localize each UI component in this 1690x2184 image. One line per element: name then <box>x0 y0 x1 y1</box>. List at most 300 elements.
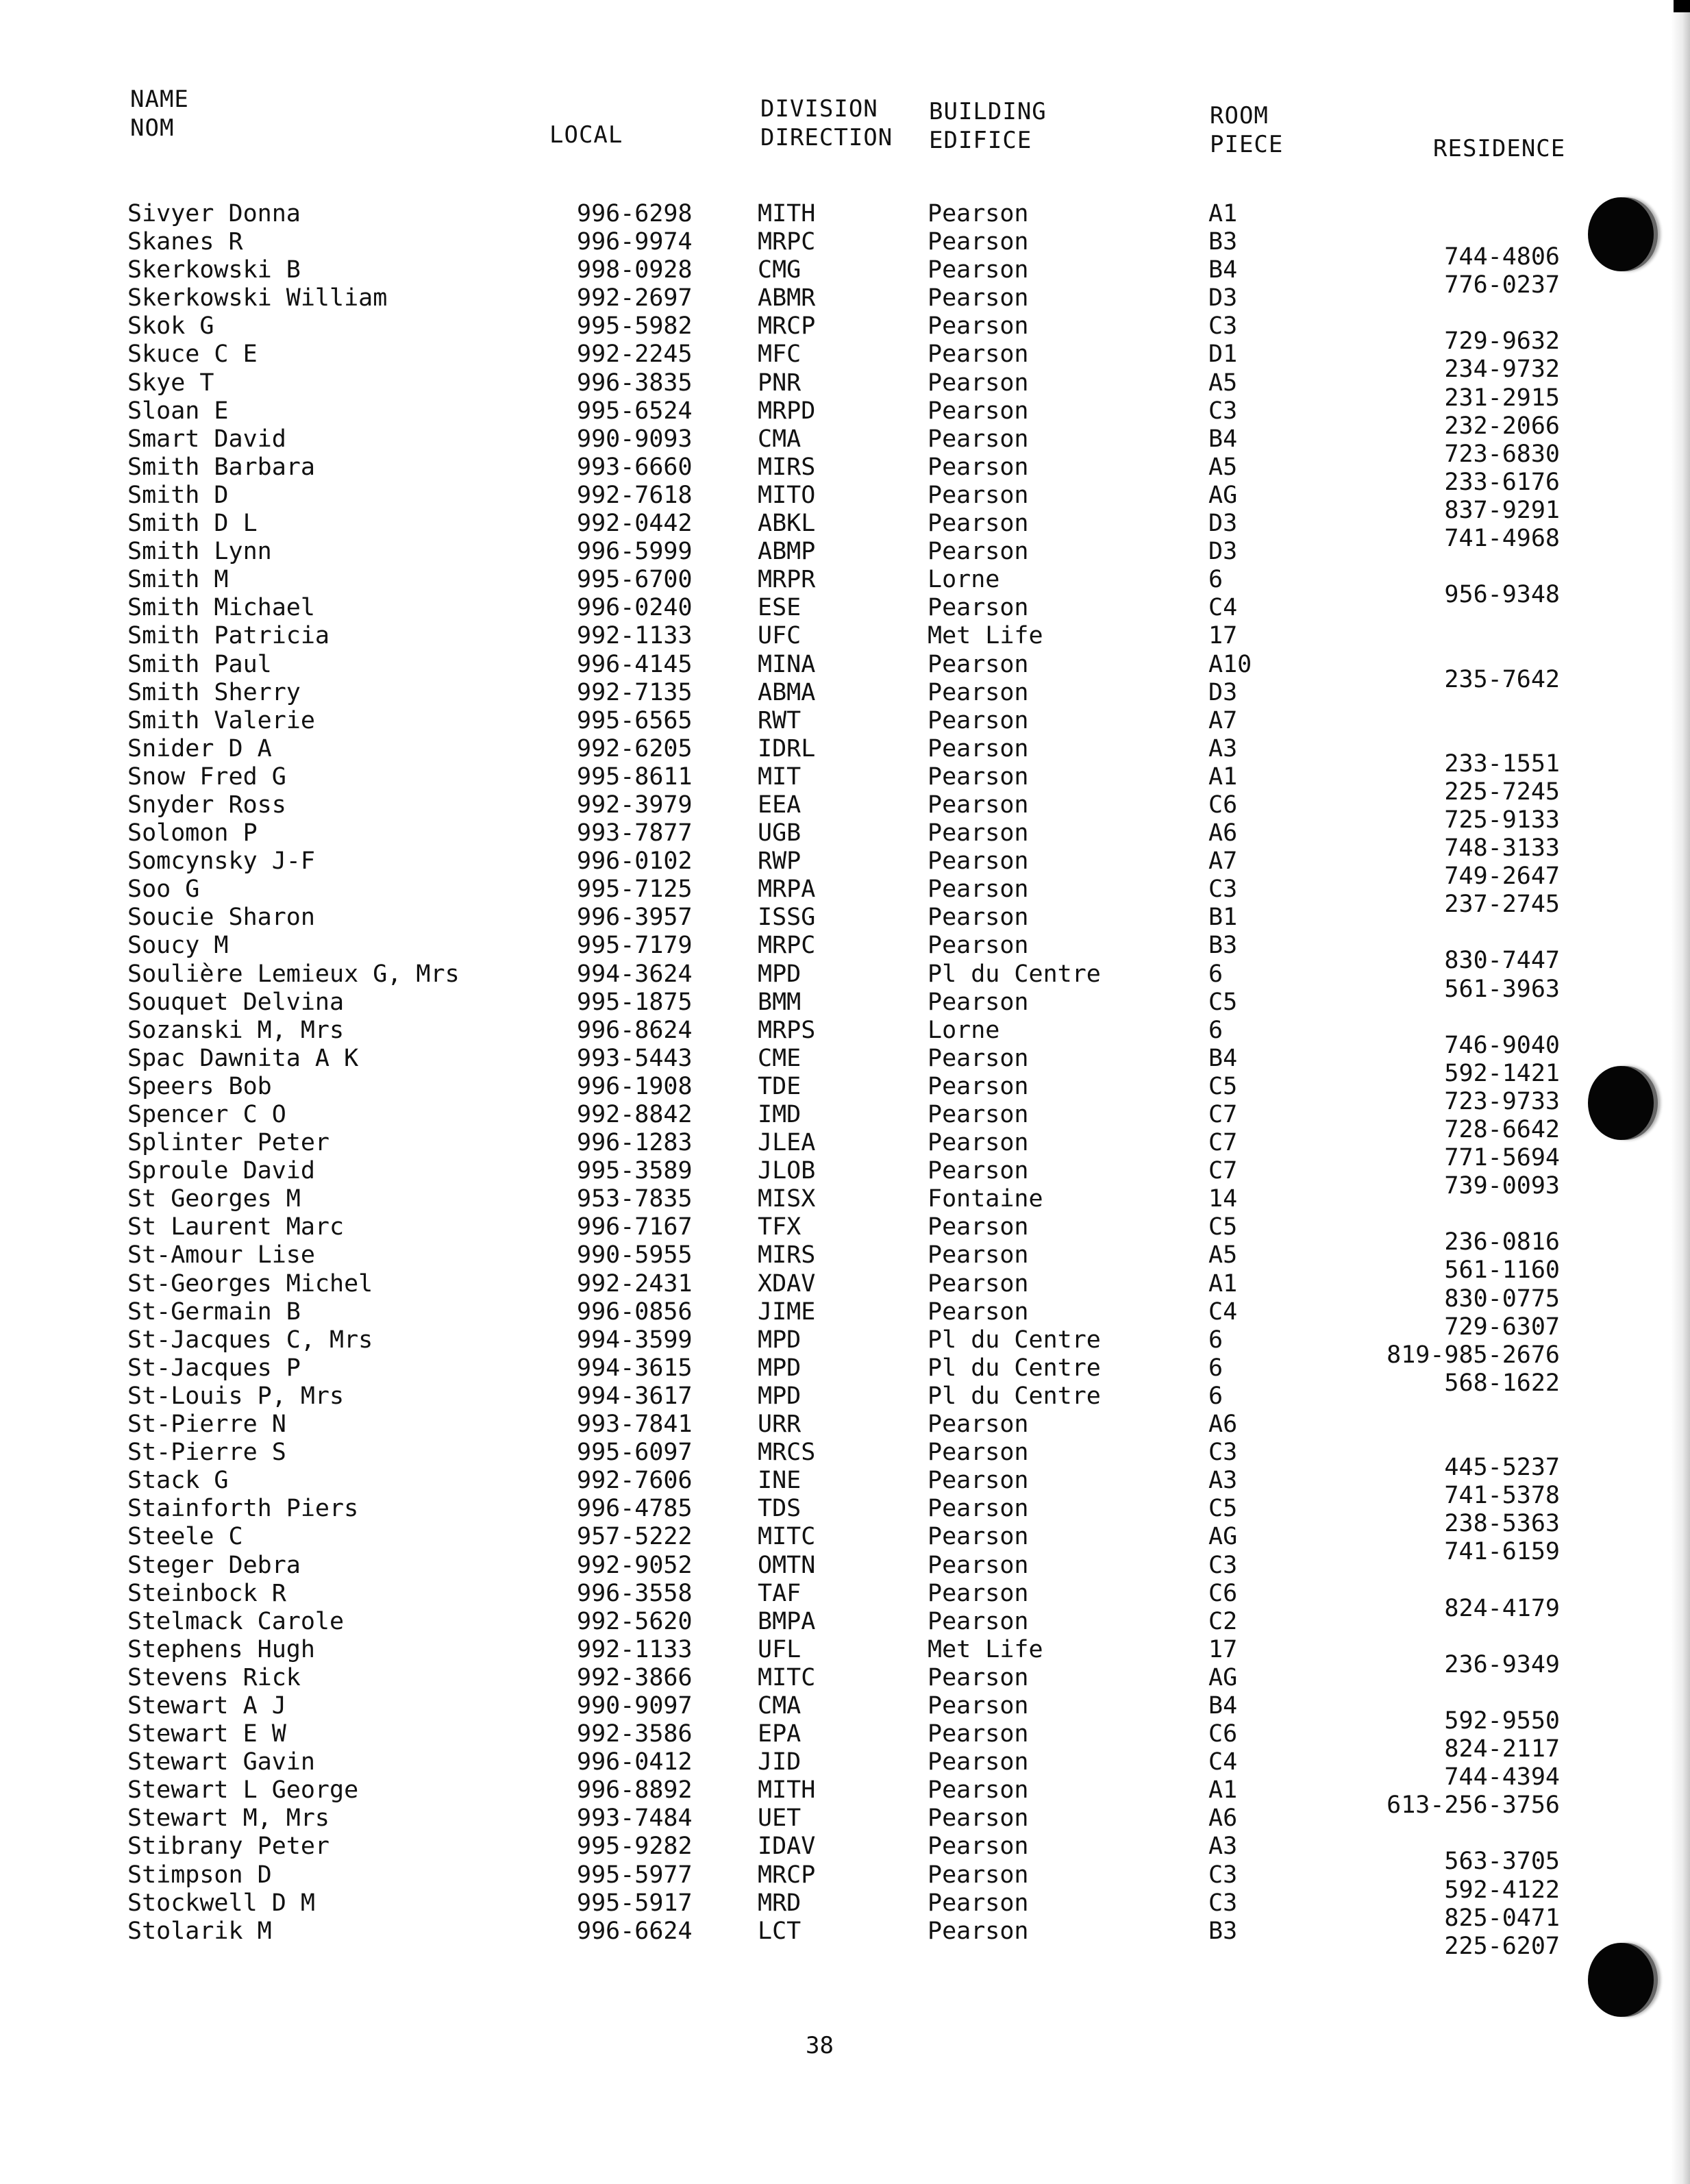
entry-building: Pearson <box>928 1101 1029 1128</box>
entry-room: C3 <box>1208 1551 1238 1579</box>
entry-division: MPD <box>758 1326 801 1354</box>
entry-building: Pearson <box>928 791 1029 819</box>
entry-local: 995-7179 <box>577 932 693 960</box>
table-row <box>0 594 1690 622</box>
entry-division: UFL <box>758 1635 801 1663</box>
entry-building: Pearson <box>928 932 1029 960</box>
entry-building: Pearson <box>928 312 1029 340</box>
header-name: NAME NOM <box>130 86 189 142</box>
entry-building: Pearson <box>928 1917 1029 1945</box>
entry-local: 993-7484 <box>577 1804 693 1833</box>
entry-building: Pearson <box>928 1213 1029 1241</box>
entry-local: 990-9093 <box>577 425 693 453</box>
entry-local: 996-7167 <box>577 1213 693 1241</box>
entry-building: Pearson <box>928 340 1029 369</box>
entry-room: B3 <box>1208 228 1238 256</box>
entry-residence: 749-2647 <box>1444 863 1560 891</box>
entry-room: D3 <box>1208 510 1238 538</box>
entry-building: Pearson <box>928 650 1029 678</box>
entry-name: Steele C <box>127 1523 243 1551</box>
entry-local: 998-0928 <box>577 256 693 284</box>
entry-local: 992-1133 <box>577 622 693 650</box>
entry-name: Souquet Delvina <box>127 988 345 1016</box>
entry-residence: 236-9349 <box>1444 1650 1560 1678</box>
entry-local: 995-5917 <box>577 1889 693 1917</box>
entry-local: 995-5977 <box>577 1861 693 1889</box>
entry-room: D3 <box>1208 284 1238 312</box>
entry-room: A1 <box>1208 762 1238 791</box>
entry-name: Steger Debra <box>127 1551 301 1579</box>
entry-division: PNR <box>758 369 801 397</box>
entry-local: 990-5955 <box>577 1241 693 1269</box>
entry-local: 996-1908 <box>577 1072 693 1100</box>
entry-room: C3 <box>1208 876 1238 904</box>
entry-local: 992-3586 <box>577 1720 693 1748</box>
entry-room: C4 <box>1208 594 1238 622</box>
entry-building: Pearson <box>928 228 1029 256</box>
entry-residence: 830-7447 <box>1444 947 1560 975</box>
entry-name: Stibrany Peter <box>127 1833 330 1861</box>
entry-room: C4 <box>1208 1748 1238 1776</box>
entry-building: Pearson <box>928 678 1029 706</box>
entry-residence: 723-6830 <box>1444 440 1560 468</box>
table-row <box>0 200 1690 228</box>
entry-name: Smith Michael <box>127 594 315 622</box>
entry-name: Soo G <box>127 876 200 904</box>
entry-local: 993-5443 <box>577 1044 693 1072</box>
entry-residence: 725-9133 <box>1444 806 1560 834</box>
directory-table <box>0 200 1690 1960</box>
entry-division: RWT <box>758 706 801 734</box>
header-local: LOCAL <box>549 121 623 149</box>
entry-division: MRPC <box>758 228 816 256</box>
entry-division: ISSG <box>758 904 816 932</box>
header-division: DIVISION DIRECTION <box>760 95 893 151</box>
entry-name: Stewart A J <box>127 1691 286 1720</box>
entry-residence: 236-0816 <box>1444 1228 1560 1256</box>
entry-residence: 744-4394 <box>1444 1763 1560 1791</box>
entry-room: A6 <box>1208 1804 1238 1833</box>
entry-division: MITO <box>758 481 816 509</box>
entry-division: UFC <box>758 622 801 650</box>
entry-name: Sloan E <box>127 397 229 425</box>
entry-division: TDE <box>758 1072 801 1100</box>
entry-building: Pearson <box>928 1495 1029 1523</box>
entry-room: A3 <box>1208 1833 1238 1861</box>
entry-division: MISX <box>758 1185 816 1213</box>
entry-local: 995-6700 <box>577 566 693 594</box>
entry-residence: 237-2745 <box>1444 891 1560 919</box>
entry-division: MRD <box>758 1889 801 1917</box>
entry-building: Pearson <box>928 1720 1029 1748</box>
entry-division: CMA <box>758 425 801 453</box>
entry-building: Lorne <box>928 566 1000 594</box>
entry-division: XDAV <box>758 1269 816 1298</box>
entry-room: A3 <box>1208 734 1238 762</box>
entry-name: St Georges M <box>127 1185 301 1213</box>
entry-name: Sproule David <box>127 1157 315 1185</box>
entry-local: 996-0240 <box>577 594 693 622</box>
entry-local: 992-8842 <box>577 1101 693 1128</box>
entry-residence: 830-0775 <box>1444 1285 1560 1313</box>
entry-residence: 741-6159 <box>1444 1538 1560 1566</box>
entry-division: LCT <box>758 1917 801 1945</box>
entry-residence: 445-5237 <box>1444 1454 1560 1482</box>
entry-local: 995-8611 <box>577 762 693 791</box>
entry-division: BMPA <box>758 1607 816 1635</box>
entry-division: MPD <box>758 1382 801 1410</box>
entry-local: 992-3979 <box>577 791 693 819</box>
entry-local: 996-4785 <box>577 1495 693 1523</box>
entry-local: 993-7841 <box>577 1411 693 1439</box>
entry-name: Smith Valerie <box>127 706 315 734</box>
entry-residence: 744-4806 <box>1444 243 1560 271</box>
entry-room: C3 <box>1208 1861 1238 1889</box>
entry-local: 994-3599 <box>577 1326 693 1354</box>
entry-name: Skerkowski B <box>127 256 301 284</box>
table-row <box>0 1917 1690 1960</box>
table-row <box>0 1608 1690 1636</box>
entry-name: Smith Barbara <box>127 453 315 481</box>
entry-name: Stewart L George <box>127 1776 359 1804</box>
entry-residence: 225-7245 <box>1444 778 1560 806</box>
entry-room: B4 <box>1208 1044 1238 1072</box>
entry-name: Stainforth Piers <box>127 1495 359 1523</box>
entry-name: Speers Bob <box>127 1072 272 1100</box>
entry-local: 996-1283 <box>577 1129 693 1157</box>
entry-room: D3 <box>1208 538 1238 566</box>
entry-name: St-Jacques P <box>127 1354 301 1382</box>
entry-division: TAF <box>758 1579 801 1607</box>
entry-name: St-Jacques C, Mrs <box>127 1326 373 1354</box>
entry-building: Pearson <box>928 1241 1029 1269</box>
entry-room: AG <box>1208 1523 1238 1551</box>
entry-name: Skerkowski William <box>127 284 388 312</box>
entry-name: St-Louis P, Mrs <box>127 1382 345 1410</box>
entry-residence: 824-2117 <box>1444 1735 1560 1763</box>
entry-division: URR <box>758 1411 801 1439</box>
entry-division: MPD <box>758 1354 801 1382</box>
entry-building: Pearson <box>928 594 1029 622</box>
entry-room: A5 <box>1208 369 1238 397</box>
page-number: 38 <box>806 2032 834 2059</box>
entry-name: Stack G <box>127 1467 229 1495</box>
entry-residence: 741-4968 <box>1444 525 1560 553</box>
entry-room: 17 <box>1208 1635 1238 1663</box>
table-row <box>0 904 1690 932</box>
table-row <box>0 538 1690 566</box>
entry-residence: 748-3133 <box>1444 834 1560 863</box>
entry-room: 6 <box>1208 1382 1223 1410</box>
entry-building: Pearson <box>928 1072 1029 1100</box>
table-row <box>0 1382 1690 1411</box>
entry-division: MFC <box>758 340 801 369</box>
entry-division: IDAV <box>758 1833 816 1861</box>
entry-room: A5 <box>1208 1241 1238 1269</box>
entry-building: Pearson <box>928 200 1029 227</box>
entry-local: 996-3558 <box>577 1579 693 1607</box>
entry-name: Sivyer Donna <box>127 200 301 227</box>
entry-name: Sozanski M, Mrs <box>127 1016 345 1044</box>
entry-name: Soulière Lemieux G, Mrs <box>127 960 460 988</box>
entry-local: 996-9974 <box>577 228 693 256</box>
entry-building: Pearson <box>928 1607 1029 1635</box>
entry-name: Spac Dawnita A K <box>127 1044 359 1072</box>
entry-name: Snyder Ross <box>127 791 286 819</box>
entry-local: 992-7618 <box>577 481 693 509</box>
entry-residence: 233-1551 <box>1444 749 1560 778</box>
entry-name: Stewart E W <box>127 1720 286 1748</box>
entry-room: 17 <box>1208 622 1238 650</box>
entry-room: C5 <box>1208 1072 1238 1100</box>
entry-building: Pearson <box>928 1439 1029 1467</box>
entry-building: Pearson <box>928 369 1029 397</box>
entry-building: Pl du Centre <box>928 1354 1101 1382</box>
entry-room: D3 <box>1208 678 1238 706</box>
entry-building: Pearson <box>928 1523 1029 1551</box>
entry-local: 995-5982 <box>577 312 693 340</box>
entry-room: C7 <box>1208 1129 1238 1157</box>
entry-building: Pearson <box>928 847 1029 876</box>
entry-division: JLOB <box>758 1157 816 1185</box>
entry-residence: 568-1622 <box>1444 1369 1560 1397</box>
entry-local: 993-6660 <box>577 453 693 481</box>
entry-building: Pearson <box>928 706 1029 734</box>
entry-room: B1 <box>1208 904 1238 932</box>
entry-name: Snider D A <box>127 734 272 762</box>
entry-room: C4 <box>1208 1298 1238 1326</box>
header-room: ROOM PIECE <box>1210 102 1284 158</box>
entry-division: RWP <box>758 847 801 876</box>
entry-room: C5 <box>1208 1495 1238 1523</box>
entry-room: C6 <box>1208 791 1238 819</box>
table-row <box>0 1552 1690 1580</box>
entry-name: Smith Lynn <box>127 538 272 566</box>
entry-division: BMM <box>758 988 801 1016</box>
entry-name: Solomon P <box>127 819 258 847</box>
entry-name: Skanes R <box>127 228 243 256</box>
entry-residence: 233-6176 <box>1444 468 1560 496</box>
entry-name: Smith Paul <box>127 650 272 678</box>
entry-name: Stelmack Carole <box>127 1607 345 1635</box>
entry-room: B4 <box>1208 256 1238 284</box>
entry-local: 992-5620 <box>577 1607 693 1635</box>
header-building: BUILDING EDIFICE <box>929 98 1047 154</box>
entry-residence: 956-9348 <box>1444 581 1560 609</box>
entry-building: Pl du Centre <box>928 960 1101 988</box>
entry-residence: 234-9732 <box>1444 356 1560 384</box>
entry-room: A3 <box>1208 1467 1238 1495</box>
entry-residence: 561-3963 <box>1444 975 1560 1003</box>
entry-division: ABMA <box>758 678 816 706</box>
entry-local: 996-3835 <box>577 369 693 397</box>
entry-building: Pearson <box>928 988 1029 1016</box>
entry-room: C6 <box>1208 1579 1238 1607</box>
entry-division: TFX <box>758 1213 801 1241</box>
entry-residence: 741-5378 <box>1444 1482 1560 1510</box>
entry-building: Pearson <box>928 819 1029 847</box>
entry-name: Stewart M, Mrs <box>127 1804 330 1833</box>
entry-room: 6 <box>1208 1326 1223 1354</box>
entry-local: 992-7135 <box>577 678 693 706</box>
entry-division: MRPA <box>758 876 816 904</box>
entry-room: C6 <box>1208 1720 1238 1748</box>
entry-room: C3 <box>1208 1439 1238 1467</box>
entry-local: 992-2245 <box>577 340 693 369</box>
entry-division: JLEA <box>758 1129 816 1157</box>
entry-division: EEA <box>758 791 801 819</box>
entry-local: 995-3589 <box>577 1157 693 1185</box>
entry-local: 992-2697 <box>577 284 693 312</box>
entry-local: 992-9052 <box>577 1551 693 1579</box>
entry-local: 995-6524 <box>577 397 693 425</box>
entry-building: Pearson <box>928 1298 1029 1326</box>
entry-building: Pearson <box>928 284 1029 312</box>
entry-name: Smith Sherry <box>127 678 301 706</box>
entry-division: CMA <box>758 1691 801 1720</box>
entry-residence: 776-0237 <box>1444 271 1560 299</box>
table-row <box>0 989 1690 1017</box>
entry-local: 996-8624 <box>577 1016 693 1044</box>
entry-name: St-Pierre N <box>127 1411 286 1439</box>
entry-name: St-Pierre S <box>127 1439 286 1467</box>
entry-building: Pearson <box>928 510 1029 538</box>
table-row <box>0 1411 1690 1439</box>
entry-local: 992-1133 <box>577 1635 693 1663</box>
entry-room: 14 <box>1208 1185 1238 1213</box>
entry-division: MIT <box>758 762 801 791</box>
entry-name: St Laurent Marc <box>127 1213 345 1241</box>
entry-building: Pearson <box>928 904 1029 932</box>
entry-residence: 235-7642 <box>1444 665 1560 693</box>
entry-residence: 723-9733 <box>1444 1087 1560 1115</box>
punch-hole-bottom <box>1588 1943 1654 2017</box>
entry-building: Pearson <box>928 538 1029 566</box>
entry-residence: 825-0471 <box>1444 1904 1560 1932</box>
entry-division: IDRL <box>758 734 816 762</box>
table-row <box>0 622 1690 650</box>
entry-name: Soucie Sharon <box>127 904 315 932</box>
entry-room: A1 <box>1208 200 1238 227</box>
entry-local: 992-2431 <box>577 1269 693 1298</box>
entry-local: 995-1875 <box>577 988 693 1016</box>
entry-local: 957-5222 <box>577 1523 693 1551</box>
entry-residence: 225-6207 <box>1444 1932 1560 1960</box>
table-row <box>0 1804 1690 1833</box>
header-residence: RESIDENCE <box>1433 135 1566 162</box>
entry-building: Pearson <box>928 425 1029 453</box>
entry-local: 996-8892 <box>577 1776 693 1804</box>
scan-corner-mark <box>1674 0 1690 12</box>
entry-residence: 819-985-2676 <box>1387 1341 1560 1369</box>
entry-building: Pearson <box>928 1833 1029 1861</box>
entry-building: Pearson <box>928 1804 1029 1833</box>
entry-division: EPA <box>758 1720 801 1748</box>
entry-division: MINA <box>758 650 816 678</box>
entry-room: A7 <box>1208 706 1238 734</box>
entry-room: A6 <box>1208 819 1238 847</box>
entry-division: MRPS <box>758 1016 816 1044</box>
entry-division: MPD <box>758 960 801 988</box>
entry-building: Pl du Centre <box>928 1382 1101 1410</box>
entry-division: CME <box>758 1044 801 1072</box>
entry-building: Pearson <box>928 1663 1029 1691</box>
entry-local: 990-9097 <box>577 1691 693 1720</box>
entry-residence: 739-0093 <box>1444 1172 1560 1200</box>
entry-name: Soucy M <box>127 932 229 960</box>
entry-division: MITC <box>758 1663 816 1691</box>
entry-local: 995-7125 <box>577 876 693 904</box>
entry-local: 993-7877 <box>577 819 693 847</box>
entry-residence: 592-4122 <box>1444 1876 1560 1904</box>
entry-division: UET <box>758 1804 801 1833</box>
entry-local: 994-3617 <box>577 1382 693 1410</box>
entry-room: B4 <box>1208 1691 1238 1720</box>
entry-building: Lorne <box>928 1016 1000 1044</box>
entry-name: Splinter Peter <box>127 1129 330 1157</box>
entry-name: Smith M <box>127 566 229 594</box>
entry-residence: 563-3705 <box>1444 1848 1560 1876</box>
entry-name: Stolarik M <box>127 1917 272 1945</box>
entry-division: MRCS <box>758 1439 816 1467</box>
entry-division: MRCP <box>758 1861 816 1889</box>
entry-building: Pearson <box>928 453 1029 481</box>
entry-local: 996-0412 <box>577 1748 693 1776</box>
entry-division: ESE <box>758 594 801 622</box>
entry-room: 6 <box>1208 1016 1223 1044</box>
entry-local: 996-3957 <box>577 904 693 932</box>
entry-name: Smith Patricia <box>127 622 330 650</box>
entry-name: St-Georges Michel <box>127 1269 373 1298</box>
entry-building: Pearson <box>928 1467 1029 1495</box>
entry-division: MITC <box>758 1523 816 1551</box>
entry-name: Somcynsky J-F <box>127 847 315 876</box>
entry-local: 996-5999 <box>577 538 693 566</box>
entry-building: Pearson <box>928 1157 1029 1185</box>
entry-local: 995-6097 <box>577 1439 693 1467</box>
entry-room: C3 <box>1208 1889 1238 1917</box>
entry-division: ABKL <box>758 510 816 538</box>
entry-room: AG <box>1208 1663 1238 1691</box>
entry-room: C3 <box>1208 397 1238 425</box>
entry-residence: 837-9291 <box>1444 496 1560 524</box>
entry-division: ABMP <box>758 538 816 566</box>
table-row <box>0 284 1690 312</box>
entry-residence: 728-6642 <box>1444 1116 1560 1143</box>
entry-name: Steinbock R <box>127 1579 286 1607</box>
entry-local: 953-7835 <box>577 1185 693 1213</box>
entry-name: St-Amour Lise <box>127 1241 315 1269</box>
entry-residence: 592-1421 <box>1444 1059 1560 1087</box>
entry-room: AG <box>1208 481 1238 509</box>
entry-residence: 729-9632 <box>1444 327 1560 356</box>
entry-building: Met Life <box>928 1635 1043 1663</box>
entry-building: Pearson <box>928 397 1029 425</box>
entry-division: MITH <box>758 200 816 227</box>
entry-local: 992-7606 <box>577 1467 693 1495</box>
entry-local: 994-3615 <box>577 1354 693 1382</box>
entry-building: Pearson <box>928 734 1029 762</box>
entry-division: CMG <box>758 256 801 284</box>
entry-building: Pearson <box>928 762 1029 791</box>
entry-name: Smart David <box>127 425 286 453</box>
entry-division: JID <box>758 1748 801 1776</box>
entry-room: A6 <box>1208 1411 1238 1439</box>
entry-division: OMTN <box>758 1551 816 1579</box>
entry-building: Fontaine <box>928 1185 1043 1213</box>
entry-local: 996-0856 <box>577 1298 693 1326</box>
entry-division: MIRS <box>758 1241 816 1269</box>
